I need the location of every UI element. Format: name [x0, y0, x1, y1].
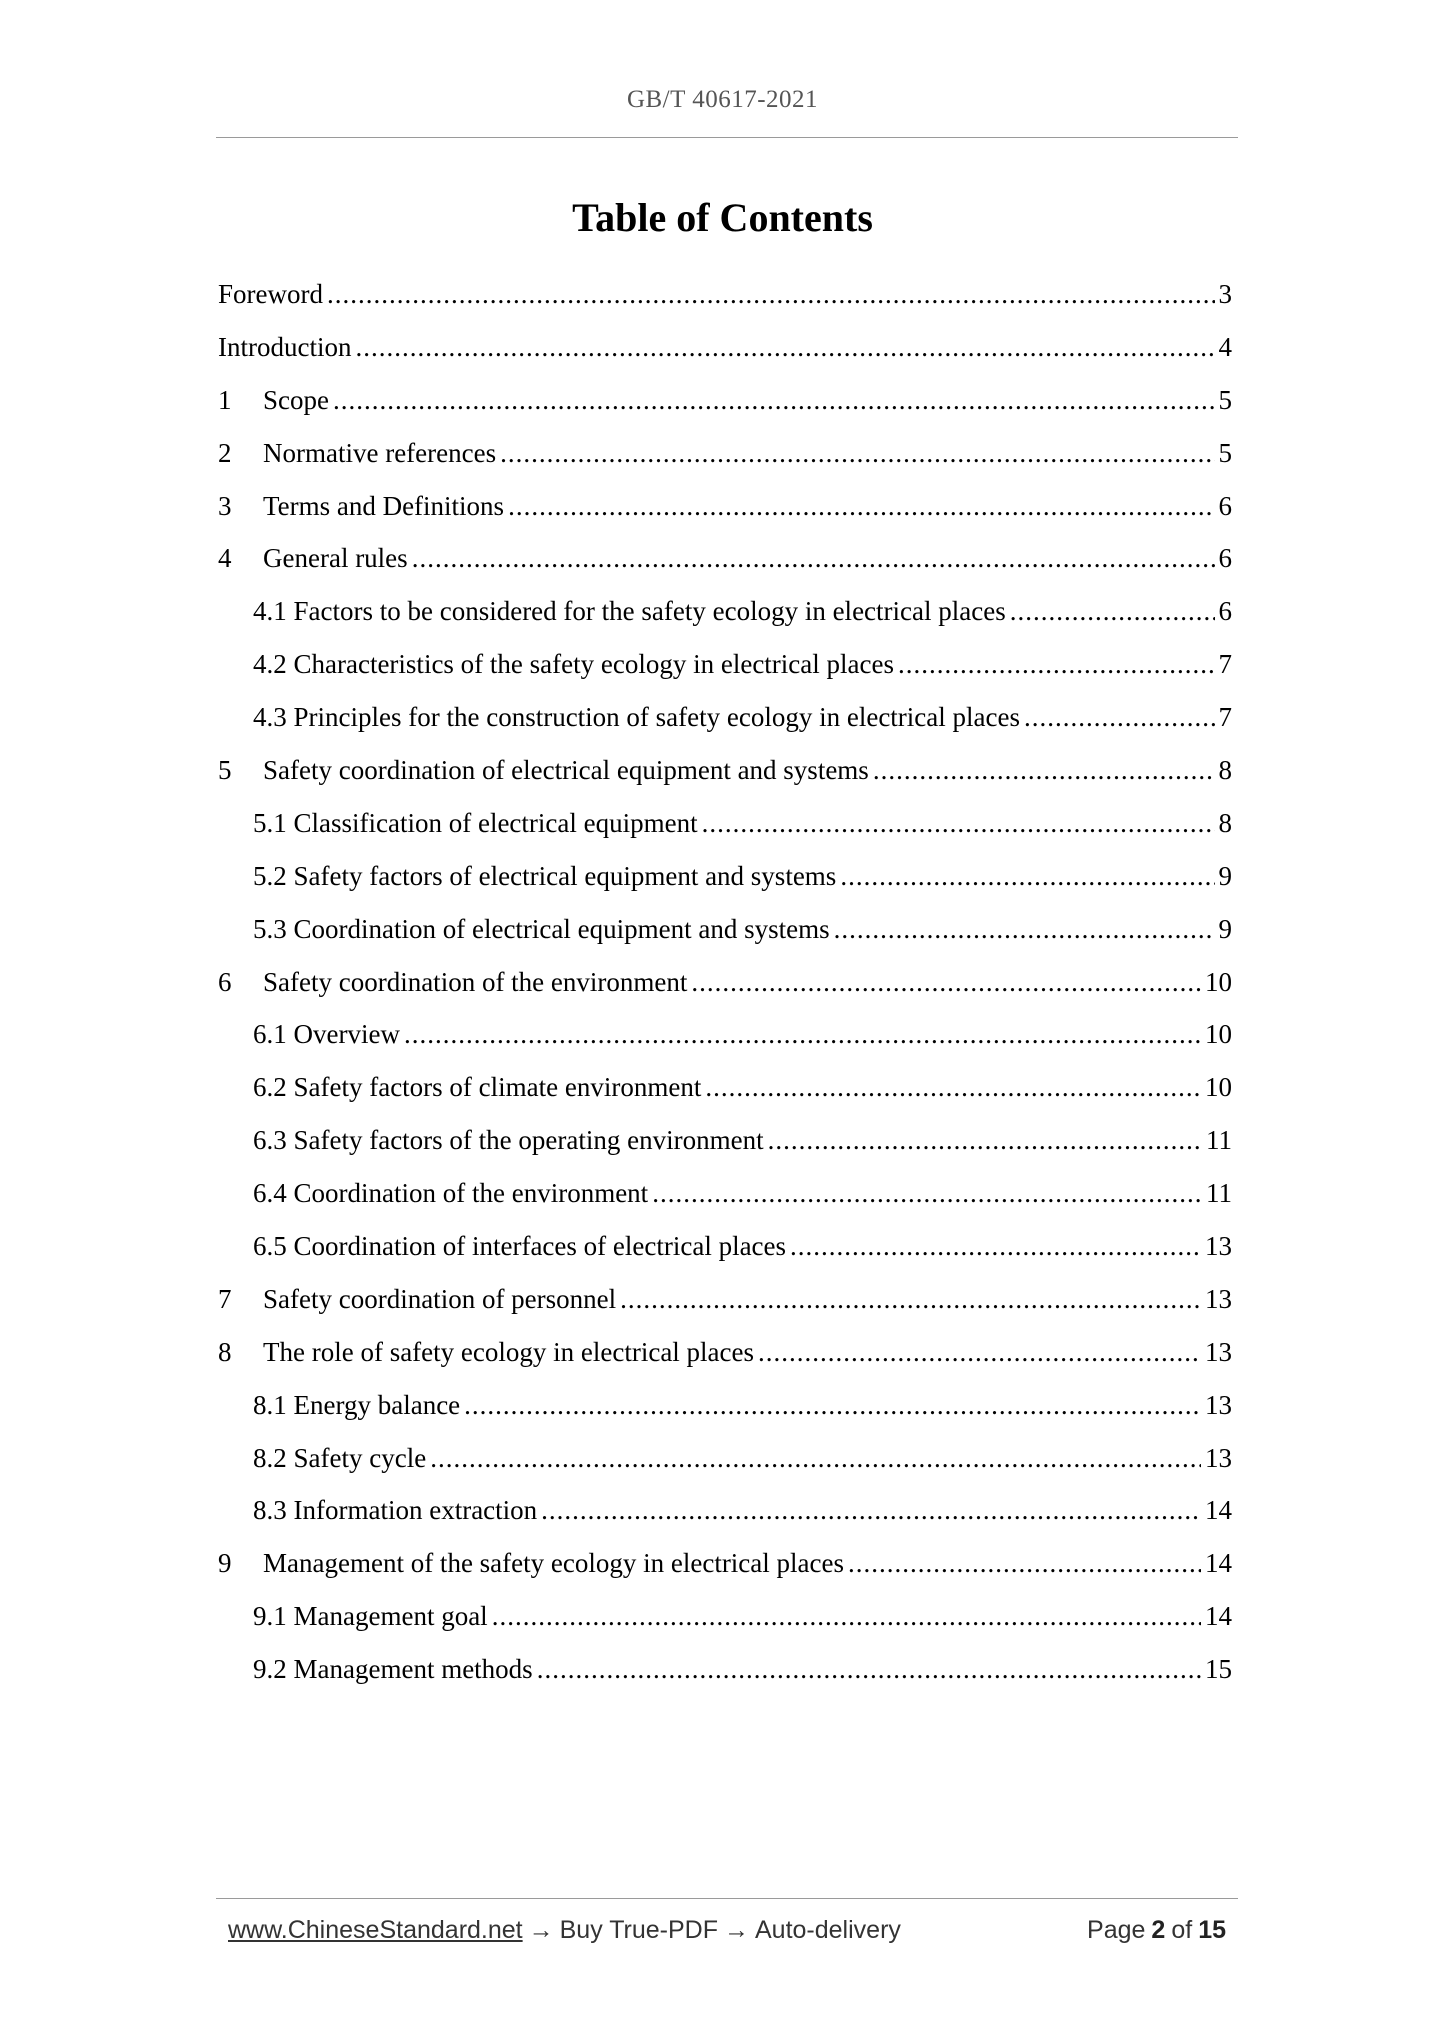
- toc-entry-number: 7: [218, 1283, 232, 1314]
- toc-entry-label: 4.2 Characteristics of the safety ecology in electrical places: [253, 649, 894, 680]
- toc-section-entry[interactable]: [218, 268, 1232, 321]
- table-of-contents: [218, 268, 1232, 1696]
- toc-dot-leader: [790, 1220, 1201, 1273]
- toc-entry-label: 5.1 Classification of electrical equipment: [253, 807, 698, 838]
- toc-entry-page-number: 8: [1218, 807, 1232, 838]
- toc-subsection-entry[interactable]: [218, 585, 1232, 638]
- toc-entry-label: Safety coordination of the environment: [263, 966, 688, 997]
- toc-entry-page-number: 4: [1218, 331, 1232, 362]
- toc-entry-label: 6.5 Coordination of interfaces of electrical places: [253, 1231, 787, 1262]
- toc-entry-page-number: 10: [1205, 1019, 1232, 1050]
- toc-entry-number: 3: [218, 490, 232, 521]
- toc-entry-label: General rules: [263, 543, 408, 574]
- total-page-count: 15: [1198, 1916, 1226, 1944]
- toc-entry-label: Safety coordination of electrical equipment and systems: [263, 755, 869, 786]
- toc-entry-label: 8.3 Information extraction: [253, 1495, 538, 1526]
- toc-dot-leader: [652, 1167, 1202, 1220]
- toc-title: Table of Contents: [572, 195, 873, 240]
- toc-subsection-entry[interactable]: [218, 1643, 1232, 1696]
- toc-entry-page-number: 9: [1218, 860, 1232, 891]
- toc-entry-label: Foreword: [218, 279, 323, 309]
- toc-dot-leader: [758, 1326, 1201, 1379]
- toc-entry-label: 6.2 Safety factors of climate environment: [253, 1072, 702, 1103]
- toc-subsection-entry[interactable]: [218, 638, 1232, 691]
- toc-entry-page-number: 14: [1205, 1548, 1232, 1579]
- auto-delivery-text: Auto-delivery: [755, 1916, 901, 1944]
- toc-dot-leader: [834, 903, 1215, 956]
- toc-entry-page-number: 10: [1205, 1072, 1232, 1103]
- toc-section-entry[interactable]: [218, 744, 1232, 797]
- toc-entry-label: 4.1 Factors to be considered for the safety ecology in electrical places: [253, 596, 1006, 627]
- toc-entry-number: 5: [218, 755, 232, 786]
- toc-subsection-entry[interactable]: [218, 1008, 1232, 1061]
- toc-entry-label: Safety coordination of personnel: [263, 1283, 617, 1314]
- footer-divider: [216, 1898, 1238, 1899]
- toc-subsection-entry[interactable]: [218, 691, 1232, 744]
- toc-entry-label: The role of safety ecology in electrical places: [263, 1336, 755, 1367]
- toc-entry-page-number: 5: [1218, 437, 1232, 468]
- toc-entry-page-number: 8: [1218, 755, 1232, 786]
- toc-entry-label: Introduction: [218, 331, 352, 362]
- toc-entry-page-number: 13: [1205, 1336, 1232, 1367]
- toc-entry-label: Normative references: [263, 437, 497, 468]
- toc-dot-leader: [327, 268, 1215, 321]
- toc-entry-page-number: 10: [1205, 966, 1232, 997]
- toc-subsection-entry[interactable]: [218, 1590, 1232, 1643]
- toc-entry-label: Scope: [263, 384, 329, 415]
- toc-entry-page-number: 6: [1218, 490, 1232, 521]
- toc-dot-leader: [412, 532, 1215, 585]
- toc-section-entry[interactable]: [218, 427, 1232, 480]
- toc-entry-page-number: 11: [1206, 1178, 1232, 1209]
- toc-section-entry[interactable]: [218, 956, 1232, 1009]
- toc-subsection-entry[interactable]: [218, 1114, 1232, 1167]
- toc-entry-page-number: 13: [1205, 1442, 1232, 1473]
- toc-subsection-entry[interactable]: [218, 1220, 1232, 1273]
- toc-entry-label: 6.3 Safety factors of the operating environment: [253, 1125, 764, 1156]
- toc-section-entry[interactable]: [218, 480, 1232, 533]
- toc-dot-leader: [492, 1590, 1201, 1643]
- toc-entry-number: 9: [218, 1548, 232, 1579]
- toc-entry-page-number: 3: [1218, 279, 1232, 309]
- toc-subsection-entry[interactable]: [218, 1061, 1232, 1114]
- toc-dot-leader: [702, 797, 1215, 850]
- toc-subsection-entry[interactable]: [218, 1379, 1232, 1432]
- toc-entry-label: 8.2 Safety cycle: [253, 1442, 427, 1473]
- toc-dot-leader: [1010, 585, 1215, 638]
- toc-subsection-entry[interactable]: [218, 797, 1232, 850]
- toc-entry-page-number: 7: [1218, 702, 1232, 733]
- toc-entry-page-number: 14: [1205, 1495, 1232, 1526]
- toc-section-entry[interactable]: [218, 1326, 1232, 1379]
- toc-entry-page-number: 6: [1218, 543, 1232, 574]
- toc-section-entry[interactable]: [218, 1537, 1232, 1590]
- toc-dot-leader: [500, 427, 1214, 480]
- toc-dot-leader: [333, 374, 1215, 427]
- toc-entry-page-number: 14: [1205, 1601, 1232, 1632]
- header-divider: [216, 137, 1238, 138]
- toc-dot-leader: [898, 638, 1215, 691]
- toc-section-entry[interactable]: [218, 532, 1232, 585]
- toc-dot-leader: [430, 1432, 1201, 1485]
- toc-dot-leader: [705, 1061, 1201, 1114]
- current-page-number: 2: [1151, 1916, 1166, 1944]
- toc-dot-leader: [1024, 691, 1215, 744]
- toc-entry-label: 4.3 Principles for the construction of safety ecology in electrical places: [253, 702, 1020, 733]
- toc-entry-label: Management of the safety ecology in electrical places: [263, 1548, 844, 1579]
- toc-subsection-entry[interactable]: [218, 850, 1232, 903]
- toc-entry-number: 8: [218, 1336, 232, 1367]
- toc-entry-label: 6.1 Overview: [253, 1019, 400, 1050]
- toc-entry-page-number: 5: [1218, 384, 1232, 415]
- toc-dot-leader: [464, 1379, 1201, 1432]
- buy-true-pdf-text: Buy True-PDF: [559, 1916, 718, 1944]
- toc-entry-label: 8.1 Energy balance: [253, 1389, 461, 1420]
- toc-section-entry[interactable]: [218, 1273, 1232, 1326]
- toc-entry-page-number: 9: [1218, 913, 1232, 944]
- toc-dot-leader: [840, 850, 1214, 903]
- arrow-right-icon: →: [528, 1916, 554, 1944]
- page-word: Page: [1087, 1916, 1146, 1944]
- toc-dot-leader: [848, 1537, 1201, 1590]
- toc-section-entry[interactable]: [218, 374, 1232, 427]
- toc-entry-page-number: 7: [1218, 649, 1232, 680]
- toc-subsection-entry[interactable]: [218, 1167, 1232, 1220]
- toc-entry-number: 2: [218, 437, 232, 468]
- toc-dot-leader: [355, 321, 1214, 374]
- toc-entry-number: 4: [218, 543, 232, 574]
- toc-entry-page-number: 13: [1205, 1283, 1232, 1314]
- toc-subsection-entry[interactable]: [218, 1484, 1232, 1537]
- toc-dot-leader: [404, 1008, 1201, 1061]
- toc-dot-leader: [541, 1484, 1201, 1537]
- toc-entry-label: 5.2 Safety factors of electrical equipment and systems: [253, 860, 837, 891]
- toc-entry-label: 9.1 Management goal: [253, 1601, 488, 1632]
- toc-entry-number: 1: [218, 384, 232, 415]
- toc-entry-label: 6.4 Coordination of the environment: [253, 1178, 649, 1209]
- toc-dot-leader: [537, 1643, 1201, 1696]
- toc-dot-leader: [691, 956, 1201, 1009]
- toc-entry-label: 9.2 Management methods: [253, 1654, 533, 1685]
- toc-dot-leader: [768, 1114, 1202, 1167]
- toc-dot-leader: [873, 744, 1215, 797]
- site-link[interactable]: www.ChineseStandard.net: [228, 1916, 523, 1944]
- arrow-right-icon: →: [724, 1916, 749, 1944]
- toc-entry-page-number: 6: [1218, 596, 1232, 627]
- toc-subsection-entry[interactable]: [218, 903, 1232, 956]
- toc-entry-page-number: 13: [1205, 1389, 1232, 1420]
- page-footer: [228, 1916, 1232, 1945]
- toc-dot-leader: [620, 1273, 1201, 1326]
- page-of-word: of: [1171, 1916, 1193, 1944]
- toc-entry-number: 6: [218, 966, 232, 997]
- toc-subsection-entry[interactable]: [218, 1432, 1232, 1485]
- document-id-header: GB/T 40617-2021: [626, 86, 819, 113]
- toc-entry-page-number: 15: [1205, 1654, 1232, 1685]
- page-indicator: [1087, 1916, 1232, 1945]
- toc-entry-page-number: 13: [1205, 1231, 1232, 1262]
- toc-entry-label: Terms and Definitions: [263, 490, 505, 521]
- toc-section-entry[interactable]: [218, 321, 1232, 374]
- footer-promo: [228, 1916, 901, 1945]
- toc-entry-page-number: 11: [1206, 1125, 1232, 1156]
- toc-entry-label: 5.3 Coordination of electrical equipment and systems: [253, 913, 830, 944]
- toc-dot-leader: [508, 480, 1214, 533]
